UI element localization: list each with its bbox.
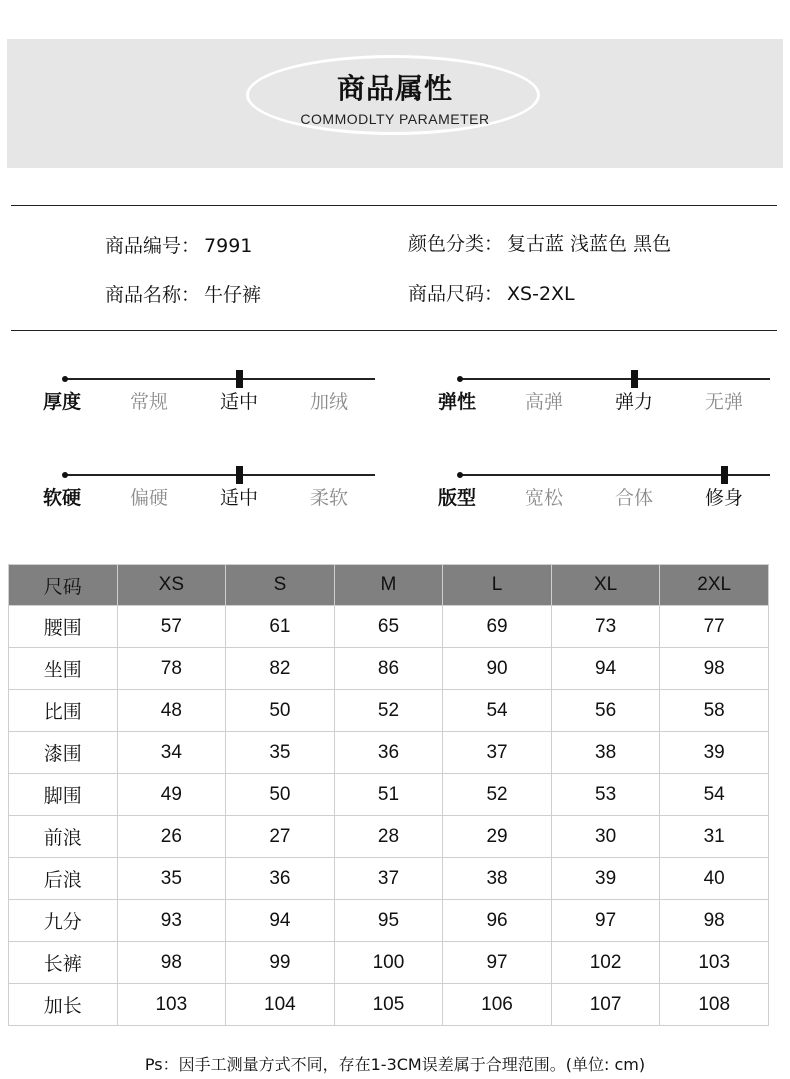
page-title: 商品属性 xyxy=(336,72,453,105)
measurement-value-cell: 54 xyxy=(660,774,769,816)
measurement-value-cell: 69 xyxy=(443,606,552,648)
info-product-size xyxy=(408,282,575,306)
attribute-option: 偏硬 xyxy=(129,487,169,509)
divider-top xyxy=(11,205,777,206)
measurement-name-cell: 坐围 xyxy=(9,648,118,690)
measurement-value-cell: 78 xyxy=(117,648,226,690)
info-value: XS-2XL xyxy=(507,283,575,305)
measurement-value-cell: 53 xyxy=(551,774,660,816)
measurement-value-cell: 36 xyxy=(226,858,335,900)
measurement-value-cell: 52 xyxy=(334,690,443,732)
measurement-value-cell: 39 xyxy=(660,732,769,774)
info-label: 颜色分类： xyxy=(408,233,504,255)
measurement-value-cell: 108 xyxy=(660,984,769,1026)
divider-bottom xyxy=(11,330,777,331)
measurement-value-cell: 95 xyxy=(334,900,443,942)
attribute-title: 版型 xyxy=(438,487,477,509)
table-row xyxy=(9,648,769,690)
measurement-value-cell: 29 xyxy=(443,816,552,858)
measurement-value-cell: 61 xyxy=(226,606,335,648)
measurement-value-cell: 49 xyxy=(117,774,226,816)
size-chart-table xyxy=(8,564,769,1026)
measurement-value-cell: 50 xyxy=(226,690,335,732)
measurement-value-cell: 102 xyxy=(551,942,660,984)
attribute-option: 宽松 xyxy=(524,487,564,509)
measurement-value-cell: 94 xyxy=(551,648,660,690)
attribute-slider-thickness xyxy=(43,362,375,422)
measurement-value-cell: 26 xyxy=(117,816,226,858)
size-table-header-row xyxy=(9,565,769,606)
measurement-value-cell: 28 xyxy=(334,816,443,858)
measurement-value-cell: 97 xyxy=(443,942,552,984)
measurement-value-cell: 38 xyxy=(551,732,660,774)
table-row xyxy=(9,984,769,1026)
table-row xyxy=(9,858,769,900)
attribute-option: 适中 xyxy=(219,391,259,413)
measurement-name-cell: 比围 xyxy=(9,690,118,732)
measurement-value-cell: 30 xyxy=(551,816,660,858)
measurement-value-cell: 98 xyxy=(117,942,226,984)
measurement-name-cell: 漆围 xyxy=(9,732,118,774)
measurement-value-cell: 38 xyxy=(443,858,552,900)
size-table-header-cell: XS xyxy=(117,565,226,606)
measurement-value-cell: 77 xyxy=(660,606,769,648)
table-row xyxy=(9,690,769,732)
measurement-value-cell: 106 xyxy=(443,984,552,1026)
measurement-value-cell: 58 xyxy=(660,690,769,732)
info-label: 商品编号： xyxy=(105,235,201,257)
page-subtitle: COMMODLTY PARAMETER xyxy=(300,111,490,127)
measurement-value-cell: 100 xyxy=(334,942,443,984)
measurement-value-cell: 35 xyxy=(117,858,226,900)
attribute-option: 柔软 xyxy=(309,487,349,509)
size-table-header-cell: 2XL xyxy=(660,565,769,606)
measurement-value-cell: 86 xyxy=(334,648,443,690)
slider-handle xyxy=(236,370,243,388)
info-label: 商品名称： xyxy=(105,284,201,306)
attribute-title: 软硬 xyxy=(43,487,82,509)
attribute-option: 弹力 xyxy=(614,391,654,413)
measurement-value-cell: 50 xyxy=(226,774,335,816)
measurement-value-cell: 103 xyxy=(660,942,769,984)
measurement-value-cell: 54 xyxy=(443,690,552,732)
measurement-name-cell: 腰围 xyxy=(9,606,118,648)
slider-start-dot xyxy=(457,376,463,382)
attribute-slider-elasticity xyxy=(438,362,770,422)
measurement-value-cell: 105 xyxy=(334,984,443,1026)
measurement-name-cell: 脚围 xyxy=(9,774,118,816)
measurement-name-cell: 后浪 xyxy=(9,858,118,900)
table-row xyxy=(9,816,769,858)
size-table-header-cell: L xyxy=(443,565,552,606)
measurement-value-cell: 103 xyxy=(117,984,226,1026)
measurement-value-cell: 31 xyxy=(660,816,769,858)
size-table-body xyxy=(9,606,769,1026)
slider-handle xyxy=(236,466,243,484)
info-color-category xyxy=(408,232,671,256)
measurement-footnote: Ps：因手工测量方式不同，存在1-3CM误差属于合理范围。(单位: cm) xyxy=(144,1055,646,1074)
measurement-value-cell: 65 xyxy=(334,606,443,648)
slider-track xyxy=(460,378,770,380)
table-row xyxy=(9,774,769,816)
measurement-value-cell: 39 xyxy=(551,858,660,900)
info-label: 商品尺码： xyxy=(408,283,504,305)
slider-start-dot xyxy=(457,472,463,478)
slider-handle xyxy=(721,466,728,484)
info-product-number xyxy=(105,234,252,258)
slider-start-dot xyxy=(62,472,68,478)
size-table-header-cell: S xyxy=(226,565,335,606)
attribute-option: 适中 xyxy=(219,487,259,509)
table-row xyxy=(9,900,769,942)
table-row xyxy=(9,606,769,648)
measurement-value-cell: 56 xyxy=(551,690,660,732)
measurement-value-cell: 97 xyxy=(551,900,660,942)
info-product-name xyxy=(105,283,261,307)
measurement-value-cell: 73 xyxy=(551,606,660,648)
measurement-name-cell: 长裤 xyxy=(9,942,118,984)
info-value: 7991 xyxy=(204,235,253,257)
measurement-value-cell: 57 xyxy=(117,606,226,648)
slider-start-dot xyxy=(62,376,68,382)
attribute-option: 常规 xyxy=(129,391,169,413)
measurement-value-cell: 98 xyxy=(660,900,769,942)
attribute-title: 厚度 xyxy=(43,391,82,413)
measurement-value-cell: 94 xyxy=(226,900,335,942)
measurement-value-cell: 52 xyxy=(443,774,552,816)
measurement-value-cell: 35 xyxy=(226,732,335,774)
measurement-value-cell: 98 xyxy=(660,648,769,690)
slider-handle xyxy=(631,370,638,388)
size-table-header-cell: XL xyxy=(551,565,660,606)
measurement-value-cell: 51 xyxy=(334,774,443,816)
attribute-option: 合体 xyxy=(614,487,654,509)
info-value: 牛仔裤 xyxy=(204,284,262,306)
measurement-value-cell: 107 xyxy=(551,984,660,1026)
attribute-title: 弹性 xyxy=(438,391,477,413)
slider-track xyxy=(65,378,375,380)
measurement-value-cell: 27 xyxy=(226,816,335,858)
measurement-value-cell: 90 xyxy=(443,648,552,690)
measurement-value-cell: 96 xyxy=(443,900,552,942)
attribute-slider-fit xyxy=(438,458,770,518)
measurement-value-cell: 37 xyxy=(334,858,443,900)
measurement-value-cell: 82 xyxy=(226,648,335,690)
measurement-value-cell: 99 xyxy=(226,942,335,984)
attribute-option: 修身 xyxy=(704,487,744,509)
measurement-value-cell: 37 xyxy=(443,732,552,774)
measurement-name-cell: 九分 xyxy=(9,900,118,942)
table-row xyxy=(9,732,769,774)
attribute-option: 加绒 xyxy=(309,391,349,413)
measurement-value-cell: 104 xyxy=(226,984,335,1026)
size-table-header-cell: 尺码 xyxy=(9,565,118,606)
measurement-value-cell: 93 xyxy=(117,900,226,942)
size-table-header-cell: M xyxy=(334,565,443,606)
measurement-name-cell: 加长 xyxy=(9,984,118,1026)
measurement-name-cell: 前浪 xyxy=(9,816,118,858)
measurement-value-cell: 36 xyxy=(334,732,443,774)
attribute-option: 无弹 xyxy=(704,391,744,413)
measurement-value-cell: 48 xyxy=(117,690,226,732)
table-row xyxy=(9,942,769,984)
slider-track xyxy=(65,474,375,476)
attribute-slider-softness xyxy=(43,458,375,518)
info-value: 复古蓝 浅蓝色 黑色 xyxy=(507,233,672,255)
measurement-value-cell: 40 xyxy=(660,858,769,900)
attribute-option: 高弹 xyxy=(524,391,564,413)
measurement-value-cell: 34 xyxy=(117,732,226,774)
